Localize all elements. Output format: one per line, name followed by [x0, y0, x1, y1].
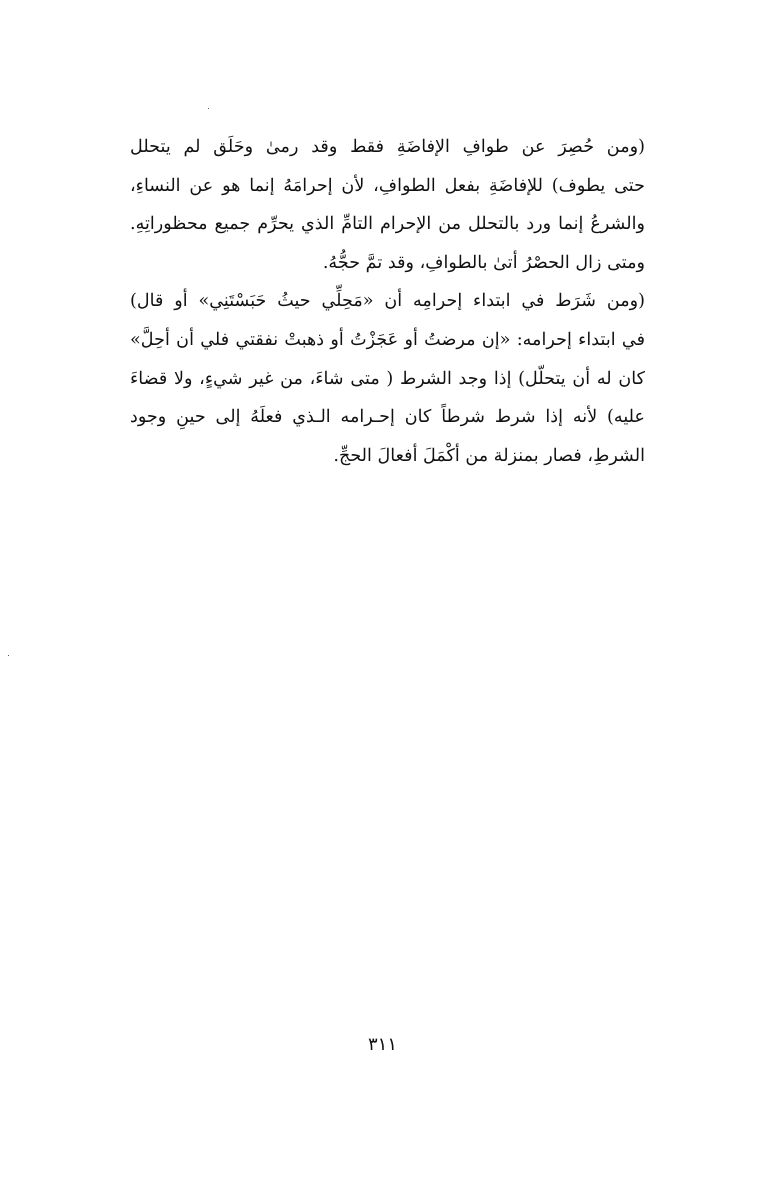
- text-line: في ابتداء إحرامه: «إن مرضتُ أو عَجَزْتُ أو ذهبتْ نفقتي فلي أن أحِلَّ»: [130, 329, 645, 350]
- text-line: حتى يطوف) للإفاضَةِ بفعل الطوافِ، لأن إحرامَهُ إنما هو عن النساءِ،: [130, 175, 645, 196]
- text-line: (ومن شَرَط في ابتداء إحرامِه أن «مَحِلِّي حيثُ حَبَسْتَنِي» أو قال): [130, 291, 645, 312]
- scan-speck: [8, 655, 9, 656]
- text-line: والشرعُ إنما ورد بالتحلل من الإحرام التامِّ الذي يحرِّم جميع محظوراتِهِ.: [130, 214, 645, 235]
- page-number: ٣١١: [367, 1034, 397, 1055]
- body-text: [130, 128, 645, 475]
- text-line: الشرطِ، فصار بمنزلة من أكْمَلَ أفعالَ الحجِّ.: [333, 445, 645, 466]
- text-line: (ومن حُصِرَ عن طوافِ الإفاضَةِ فقط وقد رمىٰ وحَلَق لم يتحلل: [130, 137, 645, 157]
- scan-speck: [208, 108, 209, 109]
- text-line: عليه) لأنه إذا شرط شرطاً كان إحـرامه الـذي فعلَهُ إلى حينِ وجود: [130, 407, 645, 428]
- text-line: كان له أن يتحلّل) إذا وجد الشرط ( متى شاءَ، من غير شيءٍ، ولا قضاءَ: [130, 368, 645, 389]
- text-line: ومتى زال الحصْرُ أتىٰ بالطوافِ، وقد تمَّ حجُّهُ.: [322, 252, 645, 273]
